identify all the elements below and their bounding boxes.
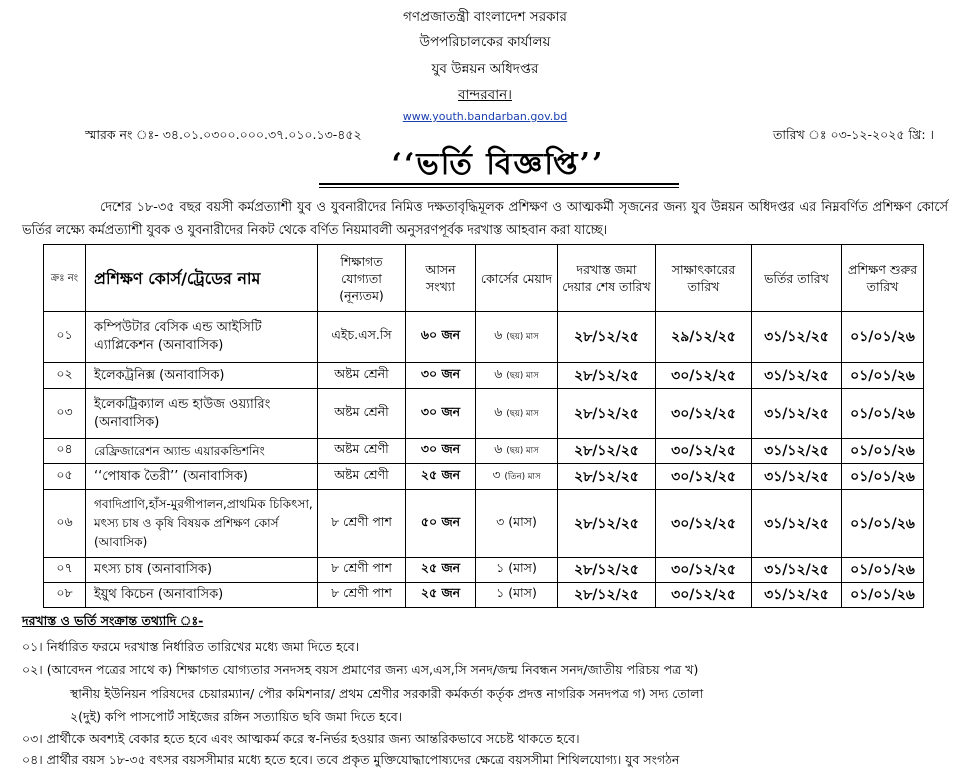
col-header-serial: ক্রঃ নং: [44, 245, 86, 312]
duration-note: (ছয়) মাস: [506, 408, 539, 419]
col-header-duration: কোর্সের মেয়াদ: [476, 245, 558, 312]
cell-serial: ০৩: [44, 389, 86, 439]
cell-qualification: অষ্টম শ্রেণী: [318, 439, 406, 464]
cell-duration: [476, 558, 558, 583]
info-item-1: ০১। নির্ধারিত ফরমে দরখাস্ত নির্ধারিত তারিখের মধ্যে জমা দিতে হবে।: [22, 639, 360, 654]
cell-admission: ৩১/১২/২৫: [752, 490, 842, 558]
cell-start: ০১/০১/২৬: [842, 464, 924, 490]
cell-serial: ০৪: [44, 439, 86, 464]
cell-qualification: অষ্টম শ্রেনী: [318, 389, 406, 439]
info-item-3: ০৩। প্রার্থীকে অবশ্যই বেকার হতে হবে এবং আত্মকর্ম করে স্ব-নির্ভর হওয়ার জন্য আন্তরিকভাবে সচেষ্ট থাকতে হবে।: [22, 731, 580, 746]
cell-duration: [476, 389, 558, 439]
cell-qualification: ৮ শ্রেণী পাশ: [318, 558, 406, 583]
col-header-seats: আসন সংখ্যা: [406, 245, 476, 312]
cell-deadline: ২৮/১২/২৫: [558, 490, 656, 558]
cell-course: মৎস্য চাষ (অনাবাসিক): [86, 558, 318, 583]
cell-duration: [476, 363, 558, 389]
info-item-2: ০২। (আবেদন পত্রের সাথে ক) শিক্ষাগত যোগ্যতার সনদসহ বয়স প্রমাণের জন্য এস,এস,সি সনদ/জন্ম নিবন্ধন সনদ/জাতীয় পরিচয় পত্র খ): [22, 662, 699, 677]
cell-admission: ৩১/১২/২৫: [752, 439, 842, 464]
intro-paragraph: দেশের ১৮-৩৫ বছর বয়সী কর্মপ্রত্যাশী যুব ও যুবনারীদের নিমিত্ত দক্ষতাবৃদ্ধিমূলক প্রশিক্ষণ ও আত্মকর্মী সৃজনের জন্য যুব উন্নয়ন অধিদপ্তর এর নিম্নবর্ণিত প্রশিক্ষণ কোর্সে ভর্তির লক্ষ্যে কর্মপ্রত্যাশী যুবক ও যুবনারীদের নিকট থেকে বর্ণিত নিয়মাবলী অনুসরণপূর্বক দরখাস্ত আহবান করা যাচ্ছে।: [22, 200, 948, 238]
cell-interview: ৩০/১২/২৫: [656, 363, 752, 389]
course-table: [43, 244, 924, 608]
table-header-row: [44, 245, 924, 312]
cell-serial: ০২: [44, 363, 86, 389]
cell-course: রেফ্রিজারেশন অ্যান্ড এয়ারকন্ডিশনিং: [86, 439, 318, 464]
col-header-deadline: দরখাস্ত জমা দেয়ার শেষ তারিখ: [558, 245, 656, 312]
info-item-4: ০৪। প্রার্থীর বয়স ১৮-৩৫ বৎসর বয়সসীমার মধ্যে হতে হবে। তবে প্রকৃত মুক্তিযোদ্ধাপোষ্যদের ক্ষেত্রে বয়সসীমা শিথিলযোগ্য। যুব সংগঠন: [22, 752, 680, 767]
col-header-admission: ভর্তির তারিখ: [752, 245, 842, 312]
cell-course: কম্পিউটার বেসিক এন্ড আইসিটি এ্যাপ্লিকেশন (অনাবাসিক): [86, 312, 318, 363]
cell-deadline: ২৮/১২/২৫: [558, 558, 656, 583]
header-office: উপপরিচালকের কার্যালয়: [419, 34, 551, 50]
header-department: যুব উন্নয়ন অধিদপ্তর: [431, 61, 539, 77]
cell-seats: ২৫ জন: [406, 583, 476, 608]
cell-seats: ৩০ জন: [406, 439, 476, 464]
cell-course: ইলেকট্রনিক্স (অনাবাসিক): [86, 363, 318, 389]
cell-start: ০১/০১/২৬: [842, 439, 924, 464]
cell-qualification: ৮ শ্রেণী পাশ: [318, 490, 406, 558]
cell-duration: [476, 464, 558, 490]
header-district: বান্দরবান।: [458, 87, 512, 103]
cell-seats: ২৫ জন: [406, 558, 476, 583]
title-underline: [319, 187, 679, 188]
table-row: [44, 312, 924, 363]
cell-qualification: ৮ শ্রেণী পাশ: [318, 583, 406, 608]
title-underline: [319, 183, 679, 185]
cell-seats: ৩০ জন: [406, 363, 476, 389]
cell-deadline: ২৮/১২/২৫: [558, 583, 656, 608]
cell-qualification: অষ্টম শ্রেনী: [318, 363, 406, 389]
header-govt: গণপ্রজাতন্ত্রী বাংলাদেশ সরকার: [403, 9, 567, 25]
cell-interview: ৩০/১২/২৫: [656, 464, 752, 490]
cell-start: ০১/০১/২৬: [842, 490, 924, 558]
col-header-start: প্রশিক্ষণ শুরুর তারিখ: [842, 245, 924, 312]
cell-admission: ৩১/১২/২৫: [752, 312, 842, 363]
col-header-course: প্রশিক্ষণ কোর্স/ট্রেডের নাম: [86, 245, 318, 312]
cell-deadline: ২৮/১২/২৫: [558, 312, 656, 363]
cell-course: ইলেকট্রিক্যাল এন্ড হাউজ ওয়্যারিং (অনাবাসিক): [86, 389, 318, 439]
cell-duration: [476, 439, 558, 464]
cell-start: ০১/০১/২৬: [842, 558, 924, 583]
table-row: [44, 363, 924, 389]
table-row: [44, 558, 924, 583]
duration-note: (ছয়) মাস: [506, 332, 539, 342]
duration-value: ১ (মাস): [496, 585, 537, 600]
cell-admission: ৩১/১২/২৫: [752, 583, 842, 608]
cell-start: ০১/০১/২৬: [842, 583, 924, 608]
cell-start: ০১/০১/২৬: [842, 389, 924, 439]
cell-interview: ২৯/১২/২৫: [656, 312, 752, 363]
duration-value: ৩: [492, 466, 501, 482]
cell-admission: ৩১/১২/২৫: [752, 464, 842, 490]
cell-duration: [476, 583, 558, 608]
cell-duration: [476, 490, 558, 558]
notice-title-block: [305, 145, 697, 189]
cell-interview: ৩০/১২/২৫: [656, 389, 752, 439]
cell-interview: ৩০/১২/২৫: [656, 583, 752, 608]
cell-serial: ০৮: [44, 583, 86, 608]
cell-course: গবাদিপ্রাণি,হাঁস-মুরগীপালন,প্রাথমিক চিকিৎসা, মৎস্য চাষ ও কৃষি বিষয়ক প্রশিক্ষণ কোর্স (আবাসিক): [86, 490, 318, 558]
cell-interview: ৩০/১২/২৫: [656, 439, 752, 464]
info-heading: [22, 613, 203, 633]
info-heading-dash: -: [198, 613, 204, 628]
duration-value: ১ (মাস): [496, 560, 537, 575]
notice-title: ‘‘ভর্তি বিজ্ঞপ্তি’’: [391, 147, 605, 182]
cell-serial: ০৬: [44, 490, 86, 558]
cell-deadline: ২৮/১২/২৫: [558, 363, 656, 389]
duration-note: (ছয়) মাস: [506, 370, 539, 381]
cell-course: ইয়ুথ কিচেন (অনাবাসিক): [86, 583, 318, 608]
info-item-2-line2: স্থানীয় ইউনিয়ন পরিষদের চেয়ারম্যান/ পৌর কমিশনার/ প্রথম শ্রেণীর সরকারী কর্মকর্তা কর্তৃক প্রদত্ত নাগরিক সনদপত্র গ) সদ্য তোলা: [70, 686, 704, 701]
cell-serial: ০৫: [44, 464, 86, 490]
cell-admission: ৩১/১২/২৫: [752, 363, 842, 389]
table-row: [44, 464, 924, 490]
website-link[interactable]: www.youth.bandarban.gov.bd: [402, 110, 568, 123]
cell-deadline: ২৮/১২/২৫: [558, 464, 656, 490]
cell-duration: [476, 312, 558, 363]
duration-value: ৬: [494, 365, 503, 381]
cell-serial: ০১: [44, 312, 86, 363]
cell-interview: ৩০/১২/২৫: [656, 490, 752, 558]
info-heading-text: দরখাস্ত ও ভর্তি সংক্রান্ত তথ্যাদি ঃ: [22, 613, 199, 628]
duration-note: (ছয়) মাস: [506, 446, 539, 456]
cell-qualification: অষ্টম শ্রেণী: [318, 464, 406, 490]
cell-deadline: ২৮/১২/২৫: [558, 389, 656, 439]
table-row: [44, 490, 924, 558]
cell-start: ০১/০১/২৬: [842, 312, 924, 363]
info-item-2-line3: ২(দুই) কপি পাসপোর্ট সাইজের রঙ্গিন সত্যায়িত ছবি জমা দিতে হবে।: [70, 709, 403, 724]
duration-value: ৬: [494, 403, 503, 419]
table-row: [44, 583, 924, 608]
cell-deadline: ২৮/১২/২৫: [558, 439, 656, 464]
col-header-interview: সাক্ষাৎকারের তারিখ: [656, 245, 752, 312]
cell-seats: ৫০ জন: [406, 490, 476, 558]
cell-course: ‘‘পোষাক তৈরী’’ (অনাবাসিক): [86, 464, 318, 490]
cell-serial: ০৭: [44, 558, 86, 583]
col-header-qualification: শিক্ষাগত যোগ্যতা (নূন্যতম): [318, 245, 406, 312]
cell-seats: ২৫ জন: [406, 464, 476, 490]
memo-number: স্মারক নং ঃ- ৩৪.০১.০৩০০.০০০.৩৭.০১০.১৩-৪৫২: [85, 127, 362, 142]
duration-value: ৩ (মাস): [496, 513, 537, 529]
cell-admission: ৩১/১২/২৫: [752, 558, 842, 583]
notice-date: তারিখ ঃ ০৩-১২-২০২৫ খ্রি: ।: [773, 127, 934, 142]
cell-interview: ৩০/১২/২৫: [656, 558, 752, 583]
cell-admission: ৩১/১২/২৫: [752, 389, 842, 439]
duration-value: ৬: [494, 441, 503, 456]
cell-seats: ৬০ জন: [406, 312, 476, 363]
table-row: [44, 439, 924, 464]
table-row: [44, 389, 924, 439]
cell-seats: ৩০ জন: [406, 389, 476, 439]
cell-start: ০১/০১/২৬: [842, 363, 924, 389]
duration-value: ৬: [494, 327, 503, 342]
duration-note: (তিন) মাস: [504, 471, 541, 482]
cell-qualification: এইচ.এস.সি: [318, 312, 406, 363]
